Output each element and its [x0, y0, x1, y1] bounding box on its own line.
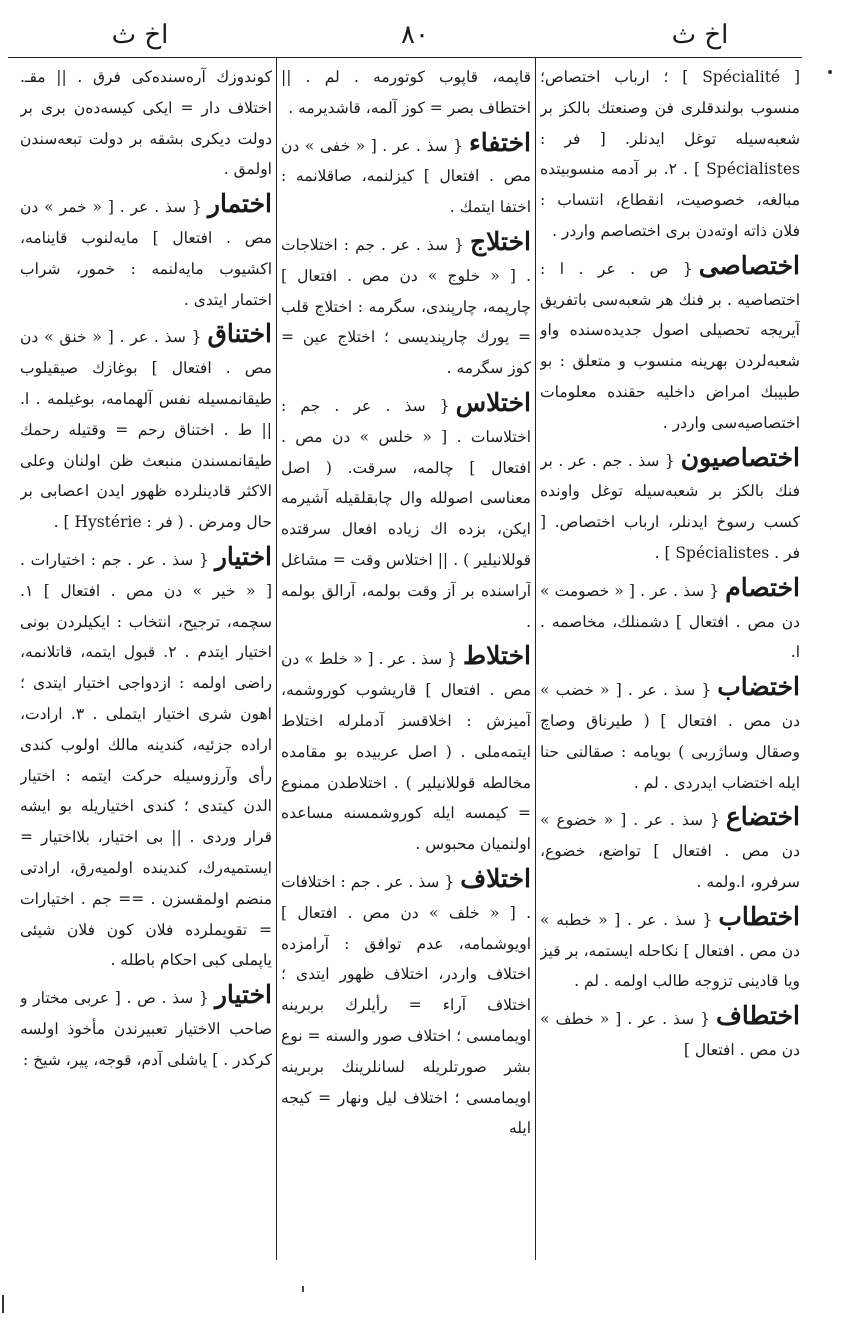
entry-headword: اختصاصی — [698, 250, 800, 280]
entry-headword: اختفاء — [469, 127, 531, 157]
dictionary-entry — [540, 443, 800, 569]
page-header — [0, 0, 848, 58]
entry-definition: قاپمه، قاپوب کوتورمه . لم . || اختطاف بصر = کوز آلمه، قاشدیرمه . — [281, 68, 531, 117]
entry-definition: { سذ . عر . [ « خطف » دن مص . افتعال ] — [540, 1010, 800, 1059]
entry-definition: { ص . عر . ا : اختصاصیه . بر فنك هر شعبه‌سی باتفریق آیریجه تحصیلی اصول جدیده‌سنده واو شعبه‌لردن بهرینه منسوب و متعلق : بو طبیبك امراض داخلیه حقنده معلومات اختصاصیه‌سی واردر . — [540, 259, 800, 432]
entry-definition: { سذ . عر . [ « خضب » دن مص . افتعال ] ( طیرناق وصاچ وصقال وساژربی ) بویامه : صقالنی حنا ایله اختضاب ایدردی . لم . — [540, 681, 800, 792]
entry-definition: [ Spécialité ] ؛ ارباب اختصاص؛ منسوب بولندقلری فن وصنعتك بالكز بر شعبه‌سیله توغل ایدنلر. [ فر : Spécialistes ] . ٢. بر آدمه منسوبیتده مبالغه، خصوصیت، انقطاع، انتساب : فلان ذاته اوته‌دن بری اختصاصم واردر . — [540, 68, 800, 240]
column-left — [20, 62, 272, 1262]
entry-definition: { سذ . عر . جم : اختلاسات . [ « خلس » دن مص . افتعال ] چالمه، سرقت. ( اصل معناسی اصوللە وال چابقلقیله آشیرمه ایکن، بزده اك زیاده افعال سرقتده قوللانیلیر ) . || اختلاس وقت = مشاغل آراسنده بر آز وقت بولمه، آرالق بولمه . — [281, 396, 531, 631]
dictionary-entry — [540, 251, 800, 439]
header-rule — [8, 57, 802, 58]
entry-headword: اختیار — [214, 541, 272, 571]
entry-headword: اختضاب — [717, 672, 800, 702]
entry-definition: { سذ . جم . عر . بر فنك بالكز بر شعبه‌سیله توغل واونده کسب رسوخ ایدنلر، ارباب اختصاص. [ فر . Spécialistes ] . — [540, 451, 800, 562]
dictionary-entry — [540, 573, 800, 668]
entry-definition: { سذ . عر . [ « خضوع » دن مص . افتعال ] تواضع، خضوع، سرفرو، ا.ولمه . — [540, 811, 800, 891]
entry-headword: اختصاصیون — [680, 442, 800, 472]
edge-mark — [2, 1295, 4, 1313]
dictionary-entry — [540, 672, 800, 798]
entry-definition: کوندوزك آره‌سنده‌کی فرق . || مقـ. اختلاف دار = ایکی کیسه‌ده‌ن بری بر دولت دیکری بشقه بر دولت تبعه‌سندن اولمق . — [20, 68, 272, 179]
dictionary-entry — [20, 62, 272, 185]
entry-headword: اختلاج — [470, 226, 531, 256]
entry-headword: اختلاس — [455, 387, 531, 417]
page-number: ٨٠ — [401, 20, 429, 50]
running-head-left: اخ ث — [111, 20, 169, 50]
dictionary-entry — [281, 62, 531, 124]
dictionary-entry — [20, 542, 272, 976]
entry-headword: اختطاب — [718, 901, 800, 931]
margin-dot — [828, 70, 832, 74]
entry-definition: { سذ . عر . جم : اختیارات . [ « خیر » دن مص . افتعال ] ١. سچمه، ترجیح، انتخاب : ایکیلردن بونی اختیار ایتدم . ٢. قبول ایتمه، قاتلانمه، راضی اولمه : ازدواجی اختیار ایتدی ؛ اهون شری اختیار ایتملی . ٣. ارادت، اراده جزئیه، کندینه مالك اولوب کندی رأی وآرزوسیله حرکت ایتمه : اختیار الدن کیتدی ؛ کندی اختیاریله بو ایشه قرار وردی . || بی اختیار، بلااختیار = ایستمیه‌رك، کندینده اولمیه‌رق، ارادتی منضم اولمقسزن . == جم . اختیارات = تقویملرده فلان کون فلان شیئی یاپملی کبی احکام باطله . — [20, 550, 272, 970]
entry-definition: { سذ . عر . [ « خصومت » دن مص . افتعال ] دشمنلك، مخاصمه . ا. — [540, 581, 800, 662]
dictionary-entry — [281, 388, 531, 637]
entry-headword: اختیار — [214, 980, 272, 1010]
dictionary-entry — [20, 189, 272, 315]
entry-headword: اختطاف — [716, 1001, 800, 1031]
dictionary-entry — [281, 641, 531, 860]
entry-definition: { سذ . عر . جم : اختلافات . [ « خلف » دن مص . افتعال ] اویوشمامه، عدم توافق : آرامزده اختلاف واردر، اختلاف ظهور ایتدی ؛ اختلاف آراء = رأیلرك بربرینه اویمامسی ؛ اختلاف صور والسنه = نوع بشر صورتلریله لسانلرینك بربرینه اویمامسی ؛ اختلاف لیل ونهار = کیجه ایله — [281, 872, 531, 1138]
entry-headword: اختلاط — [463, 641, 531, 671]
entry-definition: { سذ . عر . جم : اختلاجات . [ « خلوج » دن مص . افتعال ] چارپمه، چارپندی، سگرمه : اختلاج قلب = یورك چارپندیسی ؛ اختلاج عین = کوز سگرمه . — [281, 235, 531, 378]
bottom-tick — [302, 1286, 304, 1292]
running-head-right: اخ ث — [671, 20, 729, 50]
dictionary-entry — [281, 128, 531, 223]
entry-definition: { سذ . عر . [ « خنق » دن مص . افتعال ] بوغازك صیقیلوب طیقانمسیله نفس آلهمامه، بوغیلمه . ا. || ط . اختناق رحم = وقتیله رحمك طیقانمسندن منبعث ظن اولنان وعلی الاکثر قادینلرده ظهور ایدن اعصابی بر حال ومرض . ( فر : Hystérie ] . — [20, 328, 272, 532]
dictionary-entry — [540, 62, 800, 247]
dictionary-entry — [540, 902, 800, 997]
dictionary-entry — [20, 980, 272, 1075]
entry-definition: { سذ . ص . [ عربی مختار و صاحب الاختیار تعبیرندن مأخوذ اولسه کرکدر . ] یاشلی آدم، قوجه، پیر، شیخ : — [20, 989, 272, 1069]
entry-headword: اختناق — [207, 319, 272, 349]
dictionary-entry — [281, 864, 531, 1144]
dictionary-entry — [281, 227, 531, 384]
column-middle — [281, 62, 531, 1262]
entry-headword: اختمار — [207, 189, 272, 219]
dictionary-entry — [540, 1001, 800, 1066]
dictionary-entry — [540, 802, 800, 897]
dictionary-entry — [20, 319, 272, 538]
entry-definition: { سذ . عر . [ « خمر » دن مص . افتعال ] مایه‌لنوب قاینامه، اکشیوب مایه‌لنمه : خمور، شراب اختمار ایتدی . — [20, 198, 272, 309]
entry-headword: اختصام — [725, 572, 800, 602]
entry-headword: اختضاع — [725, 802, 800, 832]
column-divider-right — [535, 58, 536, 1260]
entry-headword: اختلاف — [460, 863, 531, 893]
column-divider-left — [276, 58, 277, 1260]
entry-definition: { سذ . عر . [ « خطبه » دن مص . افتعال ] نکاحله ایستمه، بر قیز ویا قادینی تزوجه طالب اولمه . لم . — [540, 910, 800, 991]
entry-definition: { سذ . عر . [ « خفی » دن مص . افتعال ] کیزلنمه، صاقلانمه : اختفا ایتمك . — [281, 136, 531, 217]
column-right — [540, 62, 800, 1262]
entry-definition: { سذ . عر . [ « خلط » دن مص . افتعال ] قاریشوب کوروشمه، آمیزش : اخلاقسز آدملرله اختلاط ایتمه‌ملی . ( اصل عربیده بو مقامده مخالطه قوللانیلیر ) . اختلاطدن ممنوع = کیمسه ایله کوروشمسنه مساعده اولنمیان محبوس . — [281, 650, 531, 854]
